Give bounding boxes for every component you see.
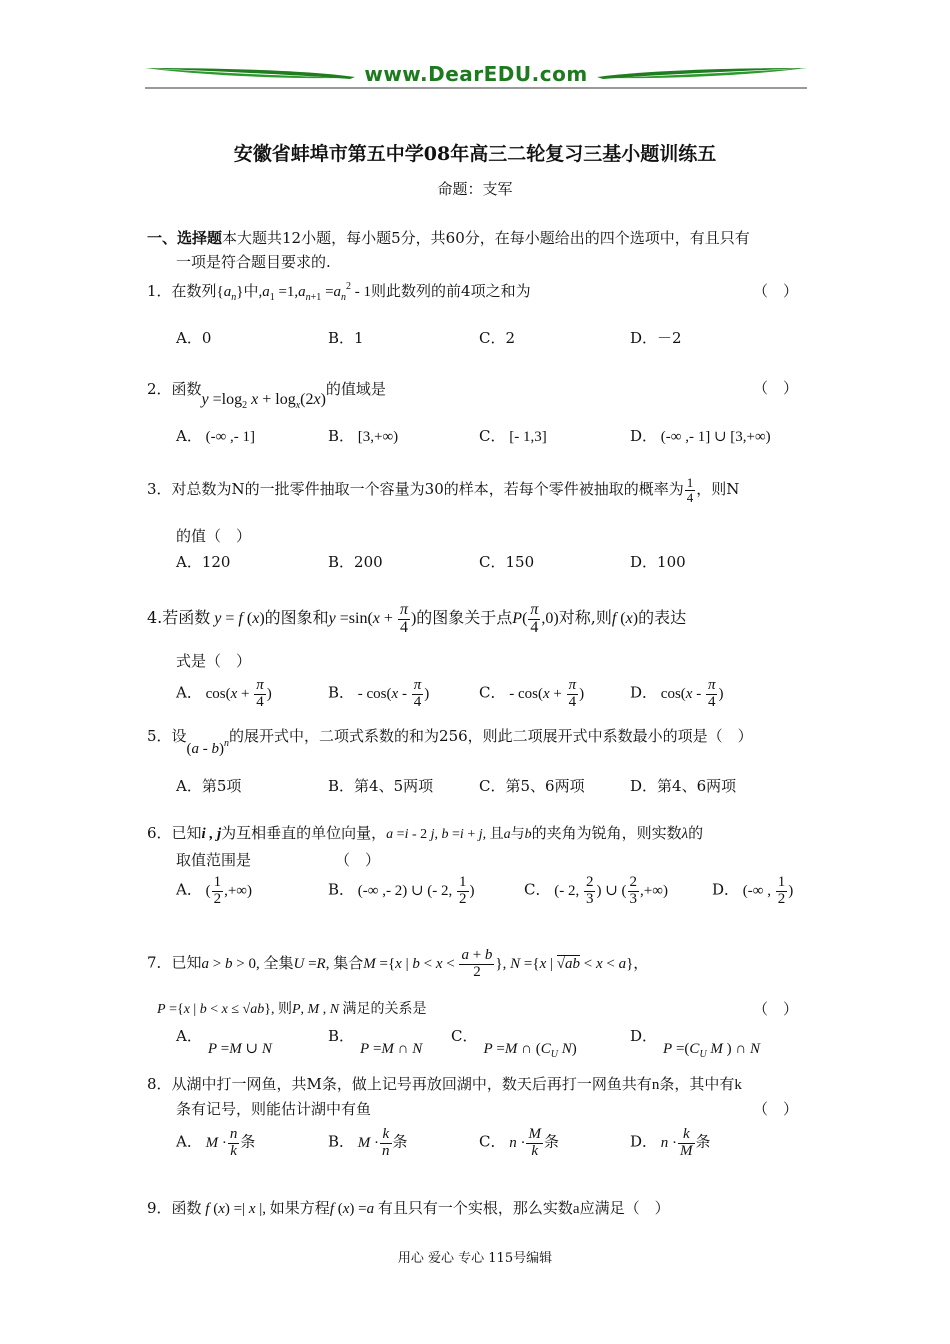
q2-tail: 的值域是 xyxy=(325,380,386,398)
q1-option-b: B．1 xyxy=(328,329,364,347)
q7-option-b: B．P =M ∩ N xyxy=(328,1027,423,1057)
q4-mid3: 对称,则 xyxy=(558,607,612,627)
section-desc-1: 本大题共12小题，每小题5分，共60分，在每小题给出的四个选项中，有且只有 xyxy=(222,229,750,247)
question-7: 7．已知a > b > 0, 全集U =R, 集合M ={x | b < x < $\frac{a + b}{2}$ }, N ={x | √ab < x < a}， xyxy=(147,947,649,980)
q2-b-label: B． xyxy=(328,427,355,445)
q1-option-c: C．2 xyxy=(479,329,516,347)
question-3 xyxy=(147,476,739,504)
q4-mid1: 的图象和 xyxy=(264,607,329,627)
q6-stem: 6．已知 xyxy=(147,824,202,842)
q4-a-label: A． xyxy=(176,683,202,702)
q9-tail: 有且只有一个实根，那么实数 xyxy=(377,1199,573,1217)
q7-a-label: A． xyxy=(176,1027,202,1045)
q3-line-2: 的值（ ） xyxy=(176,527,252,545)
page-footer: 用心 爱心 专心 115号编辑 xyxy=(397,1251,553,1266)
q4-b-label: B． xyxy=(328,683,355,702)
q5-formula: (a - b)$^n$ xyxy=(186,738,230,757)
q2-option-a: A． (-∞ ,- 1] xyxy=(176,427,256,445)
q3-option-c: C．150 xyxy=(479,553,535,571)
question-1 xyxy=(147,280,531,303)
question-6: 6．已知i , j为互相垂直的单位向量，a =i - 2 j, b =i + j, 且a与b的夹角为锐角，则实数λ的 xyxy=(147,824,704,842)
q6-option-b: B． (-∞ ,- 2) ∪ (- 2, $\frac{1}{2}$ ) xyxy=(328,874,475,907)
q6-tail2: 的 xyxy=(688,824,704,842)
q4-line-2: 式是（ ） xyxy=(176,652,252,670)
q8-stem: 8．从湖中打一网鱼，共M条，做上记号再放回湖中，数天后再打一网鱼共有 xyxy=(147,1075,652,1093)
q8-b-unit: 条 xyxy=(392,1132,408,1151)
q3-stem: 3．对总数为N的一批零件抽取一个容量为30的样本，若每个零件被抽取的概率为 xyxy=(147,480,684,499)
q3-option-d: D．100 xyxy=(630,553,686,571)
q8-mid: 条，其中有 xyxy=(659,1075,735,1093)
q8-c-unit: 条 xyxy=(543,1132,559,1151)
q8-line-2: 条有记号，则能估计湖中有鱼 xyxy=(176,1100,372,1118)
q6-d-label: D． xyxy=(712,880,740,899)
q2-option-c: C． [- 1,3] xyxy=(479,427,547,445)
q4-tail: 的表达 xyxy=(638,607,687,627)
question-8 xyxy=(147,1073,742,1094)
q7-b-label: B． xyxy=(328,1027,355,1045)
q8-d-label: D． xyxy=(630,1132,658,1151)
header-logo xyxy=(145,62,807,92)
q7-option-d: D．$P =(C_U$ M ) ∩ N xyxy=(630,1027,761,1060)
q1-stem: 1．在数列 xyxy=(147,282,217,300)
q2-d-label: D． xyxy=(630,427,658,445)
q5-stem: 5．设 xyxy=(147,727,187,745)
question-4: 4.若函数 y = f (x)的图象和y =sin(x + $\frac{\pi}{4}$ )的图象关于点P( $\frac{\pi}{4}$ ,0)对称,则f (x)的表达 xyxy=(147,601,687,636)
q1-tail: 则此数列的前4项之和为 xyxy=(371,282,531,300)
question-9: 9．函数 f (x) =| x |, 如果方程f (x) =a 有且只有一个实根，那么实数a应满足（ ） xyxy=(147,1199,670,1217)
q5-option-b: B．第4、5两项 xyxy=(328,777,434,795)
q1-option-d: D．－2 xyxy=(630,329,682,347)
q2-c-label: C． xyxy=(479,427,506,445)
section-label: 一、选择题 xyxy=(147,229,223,247)
q4-mid2: 的图象关于点 xyxy=(416,607,513,627)
q2-a-label: A． xyxy=(176,427,202,445)
q8-c-label: C． xyxy=(479,1132,506,1151)
q7-line2-tail: 满足的关系是 xyxy=(342,1001,427,1017)
q4-option-a: A． cos(x + $\frac{\pi}{4}$ ) xyxy=(176,677,272,710)
q1-answer-paren: （ ） xyxy=(753,282,799,300)
q6-answer-paren: （ ） xyxy=(335,851,381,869)
q8-option-c: C． n · $\frac{M}{k}$ 条 xyxy=(479,1126,559,1159)
q6-a-label: A． xyxy=(176,880,202,899)
q5-tail: 的展开式中，二项式系数的和为256，则此二项展开式中系数最小的项是（ ） xyxy=(229,727,753,745)
question-5 xyxy=(147,725,753,757)
q4-d-label: D． xyxy=(630,683,658,702)
q8-answer-paren: （ ） xyxy=(753,1100,799,1118)
q7-d-label: D． xyxy=(630,1027,658,1045)
q8-option-b: B． M · $\frac{k}{n}$ 条 xyxy=(328,1126,408,1159)
q5-option-d: D．第4、6两项 xyxy=(630,777,737,795)
section-desc-2: 一项是符合题目要求的. xyxy=(176,253,331,271)
q7-answer-paren: （ ） xyxy=(753,1000,799,1018)
q3-option-b: B．200 xyxy=(328,553,383,571)
q9-tail2: 应满足（ ） xyxy=(579,1199,670,1217)
q2-option-b: B． [3,+∞) xyxy=(328,427,399,445)
q7-c-label: C． xyxy=(451,1027,478,1045)
q4-c-label: C． xyxy=(479,683,506,702)
q2-option-d: D． (-∞ ,- 1] ∪ [3,+∞) xyxy=(630,427,771,445)
q6-option-a: A． ( $\frac{1}{2}$ ,+∞) xyxy=(176,874,252,907)
q6-mid: 为互相垂直的单位向量， xyxy=(221,824,387,842)
q9-a: a xyxy=(572,1201,580,1217)
logo-text: www.DearEDU.com xyxy=(364,62,588,86)
q7-option-a: A．P =M ∪ N xyxy=(176,1027,272,1057)
page-title: 安徽省蚌埠市第五中学08年高三二轮复习三基小题训练五 xyxy=(233,143,717,165)
q8-b-label: B． xyxy=(328,1132,355,1151)
q4-option-d: D． cos(x - $\frac{\pi}{4}$ ) xyxy=(630,677,724,710)
q2-answer-paren: （ ） xyxy=(753,379,799,397)
q8-k: k xyxy=(734,1077,742,1093)
q8-a-unit: 条 xyxy=(240,1132,256,1151)
q8-n: n xyxy=(651,1077,660,1093)
q2-stem: 2．函数 xyxy=(147,380,202,398)
q9-stem: 9．函数 xyxy=(147,1199,202,1217)
q8-option-a: A． M · $\frac{n}{k}$ 条 xyxy=(176,1126,256,1159)
author-line: 命题：支军 xyxy=(437,180,513,198)
section-header xyxy=(147,227,750,248)
q5-option-c: C．第5、6两项 xyxy=(479,777,585,795)
q3-option-a: A．120 xyxy=(176,553,231,571)
q7-line-2: P ={x | b < x ≤ √ab}, 则P, M , N 满足的关系是 xyxy=(157,1001,427,1017)
q6-option-c: C． (- 2, $\frac{2}{3}$ ) ∪ ( $\frac{2}{3}$ ,+∞) xyxy=(524,874,668,907)
q6-option-d: D． (-∞ , $\frac{1}{2}$ ) xyxy=(712,874,794,907)
q8-option-d: D． n · $\frac{k}{M}$ 条 xyxy=(630,1126,711,1159)
q7-stem: 7．已知 xyxy=(147,953,202,972)
q3-tail: ，则N xyxy=(696,480,740,499)
q5-option-a: A．第5项 xyxy=(176,777,242,795)
q1-formula: $\{a_n\}$中$,a_1 =1,a_{n+1} =a_n^2 - 1$ xyxy=(216,281,372,303)
q4-stem: 4.若函数 xyxy=(147,607,211,627)
q3-fraction: $\frac{1}{4}$ xyxy=(686,475,694,505)
q2-formula: $y =\log_2$ $x + \log_x(2x)$ xyxy=(201,391,326,411)
q6-c-label: C． xyxy=(524,880,551,899)
q8-a-label: A． xyxy=(176,1132,202,1151)
q1-option-a: A．0 xyxy=(176,329,212,347)
q7-option-c: C．P =M ∩ ($C_U$ N) xyxy=(451,1027,577,1060)
q6-tail: 的夹角为锐角，则实数 xyxy=(531,824,682,842)
q6-b-label: B． xyxy=(328,880,355,899)
question-2 xyxy=(147,378,386,411)
q4-option-b: B． - cos(x - $\frac{\pi}{4}$ ) xyxy=(328,677,430,710)
q6-line-2: 取值范围是 xyxy=(176,851,252,869)
q8-d-unit: 条 xyxy=(695,1132,711,1151)
q4-option-c: C． - cos(x + $\frac{\pi}{4}$ ) xyxy=(479,677,585,710)
q9-mid: 如果方程 xyxy=(269,1199,330,1217)
